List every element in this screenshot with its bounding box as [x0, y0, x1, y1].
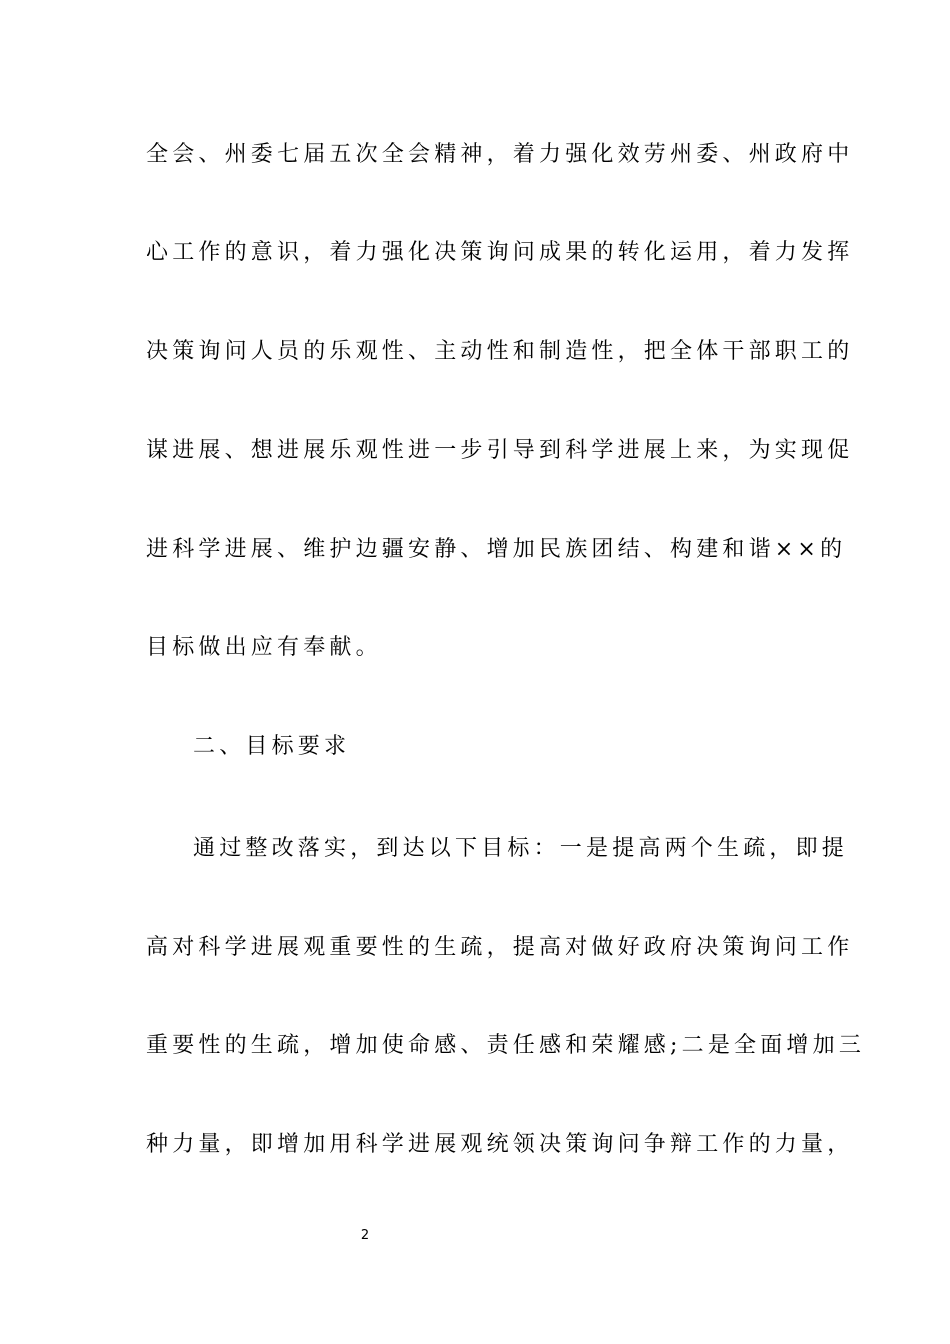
paragraph-line: 全会、州委七届五次全会精神，着力强化效劳州委、州政府中 [146, 142, 854, 167]
paragraph-line: 通过整改落实，到达以下目标：一是提高两个生疏，即提 [193, 836, 849, 861]
paragraph-line: 决策询问人员的乐观性、主动性和制造性，把全体干部职工的 [146, 339, 854, 364]
paragraph-line: 种力量，即增加用科学进展观统领决策询问争辩工作的力量， [146, 1132, 854, 1157]
paragraph-line: 目标做出应有奉献。 [146, 635, 382, 660]
paragraph-line: 高对科学进展观重要性的生疏，提高对做好政府决策询问工作 [146, 935, 854, 960]
section-heading: 二、目标要求 [193, 734, 351, 759]
paragraph-line: 重要性的生疏，增加使命感、责任感和荣耀感;二是全面增加三 [146, 1033, 866, 1058]
paragraph-line: 心工作的意识，着力强化决策询问成果的转化运用，着力发挥 [146, 240, 854, 265]
page-number: 2 [360, 1228, 370, 1243]
paragraph-line: 谋进展、想进展乐观性进一步引导到科学进展上来，为实现促 [146, 438, 854, 463]
paragraph-line: 进科学进展、维护边疆安静、增加民族团结、构建和谐××的 [146, 537, 847, 562]
